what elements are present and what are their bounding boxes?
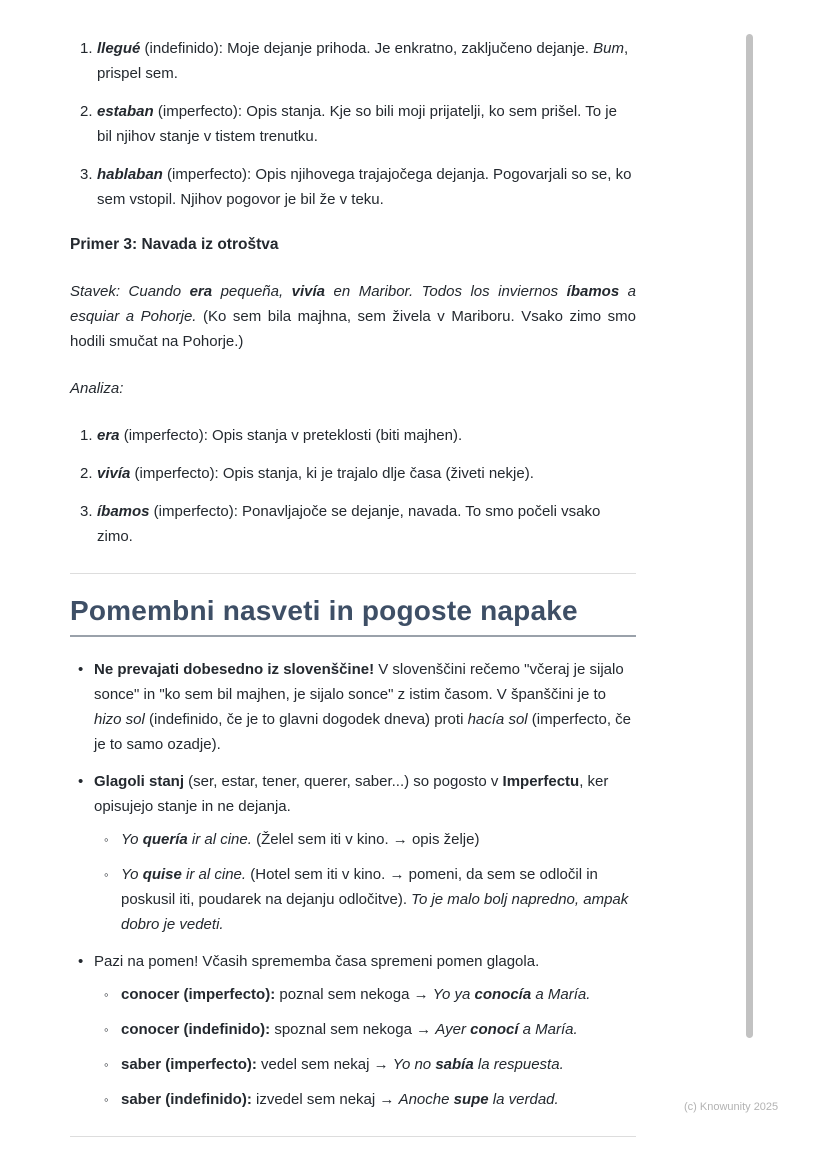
circle-bullet-icon: ◦ bbox=[104, 1022, 109, 1037]
circle-bullet-icon: ◦ bbox=[104, 987, 109, 1002]
sub-item-text: saber (indefinido): izvedel sem nekaj → Anoche supe la verdad. bbox=[121, 1091, 559, 1108]
sub-item-text: conocer (imperfecto): poznal sem nekoga → Yo ya conocía a María. bbox=[121, 986, 591, 1003]
sub-item-text: saber (imperfecto): vedel sem nekaj → Yo no sabía la respuesta. bbox=[121, 1056, 564, 1073]
list-number: 2. bbox=[80, 465, 93, 482]
list-number: 3. bbox=[80, 503, 93, 520]
analysis-list-2 bbox=[70, 423, 636, 549]
document-content bbox=[70, 36, 636, 1161]
list-item bbox=[70, 657, 636, 757]
list-item-text: llegué (indefinido): Moje dejanje prihoda. Je enkratno, zaključeno dejanje. Bum, prispel sem. bbox=[97, 40, 629, 82]
sub-list-item bbox=[96, 1087, 636, 1112]
bullet-icon: • bbox=[78, 773, 84, 790]
section-heading: Pomembni nasveti in pogoste napake bbox=[70, 598, 636, 637]
list-number: 2. bbox=[80, 103, 93, 120]
list-item-text: Glagoli stanj (ser, estar, tener, querer, saber...) so pogosto v Imperfectu, ker opisujejo stanje in ne dejanja. bbox=[94, 773, 609, 815]
list-item bbox=[70, 162, 636, 212]
list-item-text: Pazi na pomen! Včasih sprememba časa spremeni pomen glagola. bbox=[94, 953, 540, 970]
scrollbar-thumb[interactable] bbox=[746, 34, 753, 1038]
stavek-paragraph: Stavek: Cuando era pequeña, vivía en Maribor. Todos los inviernos íbamos a esquiar a Pohorje. (Ko sem bila majhna, sem živela v Mariboru. Vsako zimo smo hodili smučat na Pohorje.) bbox=[70, 283, 637, 350]
sub-item-text: conocer (indefinido): spoznal sem nekoga → Ayer conocí a María. bbox=[121, 1021, 578, 1038]
list-number: 1. bbox=[80, 427, 93, 444]
sub-list-item bbox=[96, 827, 636, 852]
list-item bbox=[70, 769, 636, 937]
sub-list bbox=[96, 982, 636, 1112]
list-item bbox=[70, 461, 636, 486]
bullet-icon: • bbox=[78, 661, 84, 678]
circle-bullet-icon: ◦ bbox=[104, 867, 109, 882]
sub-item-text: Yo quería ir al cine. (Želel sem iti v kino. → opis želje) bbox=[121, 831, 480, 848]
list-item-text: estaban (imperfecto): Opis stanja. Kje so bili moji prijatelji, ko sem prišel. To je bil njihov stanje v tistem trenutku. bbox=[97, 103, 617, 145]
list-number: 3. bbox=[80, 166, 93, 183]
list-item bbox=[70, 36, 636, 86]
list-item bbox=[70, 423, 636, 448]
circle-bullet-icon: ◦ bbox=[104, 832, 109, 847]
tips-list bbox=[70, 657, 636, 1112]
section-divider bbox=[70, 1136, 636, 1137]
list-item bbox=[70, 949, 636, 1112]
sub-item-text: Yo quise ir al cine. (Hotel sem iti v kino. → pomeni, da sem se odločil in poskusil iti, poudarek na dejanju odločitve). To je malo bolj napredno, ampak dobro je vedeti. bbox=[121, 866, 629, 933]
list-item-text: era (imperfecto): Opis stanja v preteklosti (biti majhen). bbox=[97, 427, 463, 444]
list-item-text: hablaban (imperfecto): Opis njihovega trajajočega dejanja. Pogovarjali so se, ko sem vstopil. Njihov pogovor je bil že v teku. bbox=[97, 166, 632, 208]
list-item bbox=[70, 499, 636, 549]
circle-bullet-icon: ◦ bbox=[104, 1092, 109, 1107]
sub-list bbox=[96, 827, 636, 937]
footer-copyright: (c) Knowunity 2025 bbox=[684, 1101, 779, 1113]
circle-bullet-icon: ◦ bbox=[104, 1057, 109, 1072]
sub-list-item bbox=[96, 862, 636, 937]
list-item-text: íbamos (imperfecto): Ponavljajoče se dejanje, navada. To smo počeli vsako zimo. bbox=[97, 503, 601, 545]
primer3-heading: Primer 3: Navada iz otroštva bbox=[70, 236, 279, 253]
list-item bbox=[70, 99, 636, 149]
sub-list-item bbox=[96, 1017, 636, 1042]
sub-list-item bbox=[96, 1052, 636, 1077]
section-divider bbox=[70, 573, 636, 574]
analysis-list-1 bbox=[70, 36, 636, 212]
list-item-text: vivía (imperfecto): Opis stanja, ki je trajalo dlje časa (živeti nekje). bbox=[97, 465, 534, 482]
list-number: 1. bbox=[80, 40, 93, 57]
sub-list-item bbox=[96, 982, 636, 1007]
bullet-icon: • bbox=[78, 953, 84, 970]
analiza-label: Analiza: bbox=[70, 380, 124, 397]
list-item-text: Ne prevajati dobesedno iz slovenščine! V slovenščini rečemo "včeraj je sijalo sonce" in "ko sem bil majhen, je sijalo sonce" z istim časom. V španščini je to hizo sol (indefinido, če je to glavni dogodek dneva) proti hacía sol (imperfecto, če je to samo ozadje). bbox=[94, 661, 631, 753]
